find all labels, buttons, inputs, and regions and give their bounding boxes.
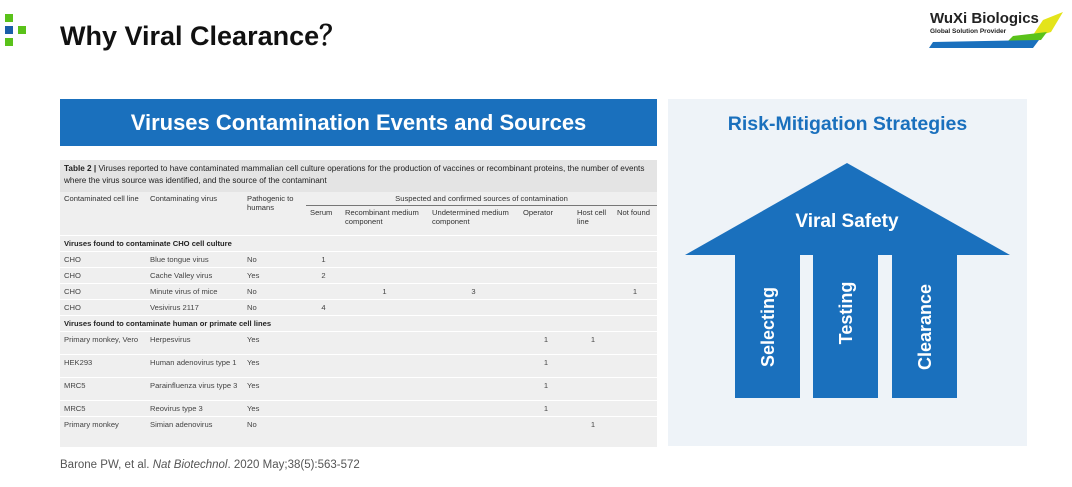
table-row — [60, 332, 657, 355]
col-sources: Suspected and confirmed sources of contamination — [306, 192, 657, 206]
table-cell — [306, 355, 341, 378]
table-cell: 1 — [573, 417, 613, 433]
table-cell — [573, 300, 613, 316]
table-cell — [428, 355, 519, 378]
table-cell: 1 — [306, 252, 341, 268]
logo-square-green-3 — [5, 38, 13, 46]
table-row — [60, 378, 657, 401]
table-cell — [613, 300, 657, 316]
table-cell — [341, 401, 428, 417]
table-cell — [519, 417, 573, 433]
table-cell — [306, 332, 341, 355]
contamination-banner: Viruses Contamination Events and Sources — [60, 99, 657, 146]
table-row — [60, 355, 657, 378]
table-cell: Simian adenovirus — [146, 417, 243, 433]
logo-stripes-icon — [925, 8, 1065, 50]
roof-label: Viral Safety — [795, 211, 899, 232]
table-cell — [573, 268, 613, 284]
table-cell — [613, 252, 657, 268]
table-cell — [613, 378, 657, 401]
table-cell: CHO — [60, 268, 146, 284]
table-cell — [613, 332, 657, 355]
section-title: Viruses found to contaminate CHO cell culture — [60, 236, 657, 252]
table-cell — [519, 252, 573, 268]
table-caption: Table 2 | Viruses reported to have contaminated mammalian cell culture operations for the production of vaccines or recombinant proteins, the number of events where the virus source was identified, and the source of the contaminant — [60, 160, 657, 192]
table-cell: 1 — [573, 332, 613, 355]
table-cell — [341, 332, 428, 355]
logo-name: WuXi Biologics — [930, 10, 1039, 27]
table-cell: Minute virus of mice — [146, 284, 243, 300]
table-row — [60, 284, 657, 300]
table-cell: Yes — [243, 268, 306, 284]
table-cell: 2 — [306, 268, 341, 284]
table-cell — [573, 252, 613, 268]
col-virus: Contaminating virus — [150, 194, 218, 203]
col-cell-line: Contaminated cell line — [64, 194, 139, 203]
col-not-found: Not found — [617, 208, 650, 217]
table-cell — [428, 401, 519, 417]
table-row — [60, 300, 657, 316]
table-cell: Yes — [243, 401, 306, 417]
table-cell: 3 — [428, 284, 519, 300]
contamination-table — [60, 160, 657, 447]
col-undetermined: Undetermined medium component — [432, 208, 509, 226]
col-pathogenic: Pathogenic to humans — [247, 194, 294, 212]
table-cell — [428, 417, 519, 433]
viral-safety-house-icon — [668, 99, 1027, 446]
table-cell: 1 — [519, 401, 573, 417]
table-cell — [306, 378, 341, 401]
table-cell — [306, 284, 341, 300]
table-cell: No — [243, 284, 306, 300]
table-cell — [573, 284, 613, 300]
table-cell — [428, 252, 519, 268]
table-row — [60, 401, 657, 417]
table-cell: Yes — [243, 378, 306, 401]
table-cell: Vesivirus 2117 — [146, 300, 243, 316]
table-cell — [613, 401, 657, 417]
table-cell — [306, 401, 341, 417]
table-cell — [341, 268, 428, 284]
table-cell — [613, 268, 657, 284]
table-cell: MRC5 — [60, 401, 146, 417]
slide-title: Why Viral Clearance？ — [60, 21, 347, 51]
table-cell — [573, 355, 613, 378]
section-row — [60, 236, 657, 252]
table-cell — [519, 268, 573, 284]
table-cell: Parainfluenza virus type 3 — [146, 378, 243, 401]
pillar-label-clearance: Clearance — [915, 283, 935, 371]
table-row — [60, 268, 657, 284]
citation: Barone PW, et al. Nat Biotechnol. 2020 May;38(5):563-572 — [60, 459, 360, 471]
table-cell: CHO — [60, 252, 146, 268]
table-cell: Yes — [243, 355, 306, 378]
table-cell: No — [243, 252, 306, 268]
table-cell: No — [243, 417, 306, 433]
table-cell — [341, 378, 428, 401]
table-row — [60, 252, 657, 268]
table-cell — [428, 332, 519, 355]
risk-title: Risk-Mitigation Strategies — [727, 113, 968, 135]
table-cell: 1 — [519, 378, 573, 401]
table-cell — [428, 268, 519, 284]
table-cell: CHO — [60, 284, 146, 300]
table-cell: 1 — [519, 332, 573, 355]
col-operator: Operator — [523, 208, 553, 217]
table-cell — [519, 284, 573, 300]
table-cell: 4 — [306, 300, 341, 316]
roof — [685, 163, 1010, 255]
section-title: Viruses found to contaminate human or primate cell lines — [60, 316, 657, 332]
logo-square-green-1 — [5, 14, 13, 22]
table-cell — [341, 355, 428, 378]
table-cell: No — [243, 300, 306, 316]
col-host: Host cell line — [577, 208, 607, 226]
logo-square-blue — [5, 26, 13, 34]
table-cell — [341, 300, 428, 316]
table-cell: Human adenovirus type 1 — [146, 355, 243, 378]
table-cell — [573, 401, 613, 417]
table-cell — [573, 378, 613, 401]
table-cell: Herpesvirus — [146, 332, 243, 355]
table-cell: 1 — [613, 284, 657, 300]
table-cell — [613, 417, 657, 433]
table-cell: Cache Valley virus — [146, 268, 243, 284]
table-cell: Reovirus type 3 — [146, 401, 243, 417]
pillar-label-testing: Testing — [836, 281, 856, 345]
table-cell — [341, 417, 428, 433]
table-cell — [428, 378, 519, 401]
table-cell: CHO — [60, 300, 146, 316]
wuxi-logo — [925, 8, 1065, 50]
table-cell — [341, 252, 428, 268]
col-recombinant: Recombinant medium component — [345, 208, 419, 226]
table-cell — [306, 417, 341, 433]
logo-tagline: Global Solution Provider — [930, 28, 1007, 35]
table-row — [60, 417, 657, 433]
table-cell — [613, 355, 657, 378]
table-cell: Yes — [243, 332, 306, 355]
table-cell: Primary monkey — [60, 417, 146, 433]
risk-mitigation-panel — [668, 99, 1027, 446]
table-cell: Blue tongue virus — [146, 252, 243, 268]
table-cell: 1 — [341, 284, 428, 300]
table-cell — [519, 300, 573, 316]
table-cell: Primary monkey, Vero — [60, 332, 146, 355]
pillar-label-selecting: Selecting — [758, 286, 778, 368]
table-cell — [428, 300, 519, 316]
logo-square-green-2 — [18, 26, 26, 34]
col-serum: Serum — [310, 208, 333, 217]
table-cell: 1 — [519, 355, 573, 378]
table-cell: HEK293 — [60, 355, 146, 378]
table-cell: MRC5 — [60, 378, 146, 401]
section-row — [60, 316, 657, 332]
